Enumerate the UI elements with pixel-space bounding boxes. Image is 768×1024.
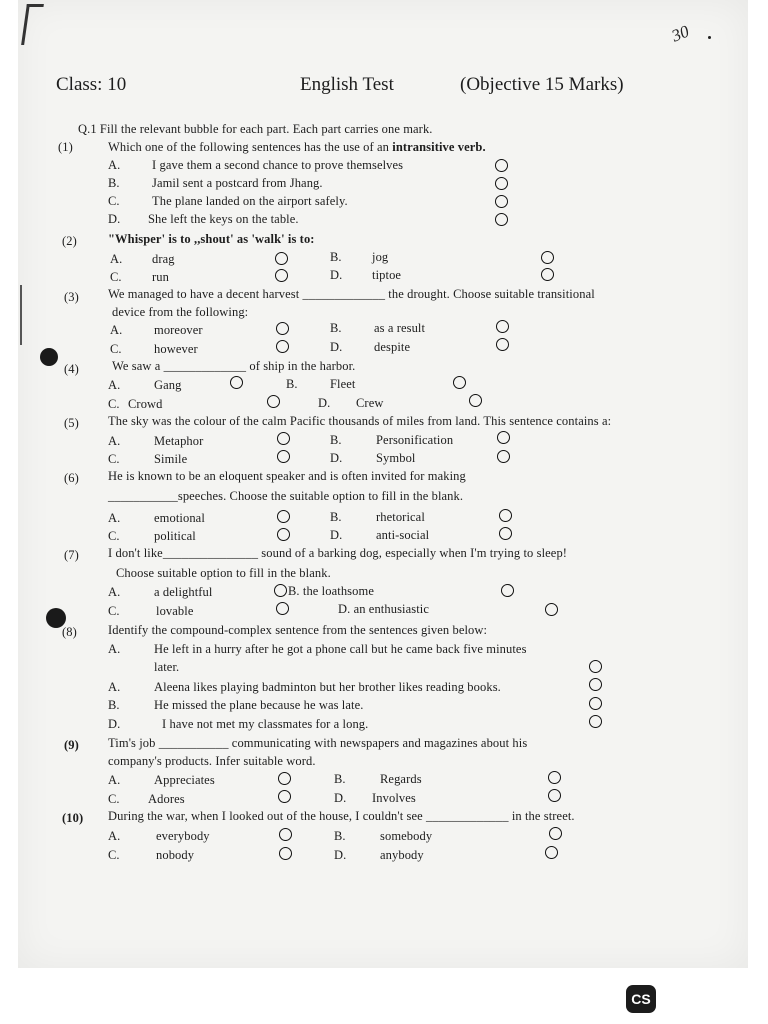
option-text: nobody bbox=[156, 848, 195, 862]
answer-bubble[interactable] bbox=[279, 828, 292, 841]
answer-bubble[interactable] bbox=[277, 450, 290, 463]
answer-bubble[interactable] bbox=[276, 602, 289, 615]
option-text: jog bbox=[372, 250, 389, 264]
question-stem: Which one of the following sentences has the use of an intransitive verb. bbox=[108, 140, 486, 154]
option-text: Personification bbox=[376, 433, 454, 447]
option-letter: C. bbox=[108, 452, 120, 466]
option-letter: A. bbox=[108, 434, 121, 448]
option-text: moreover bbox=[154, 323, 203, 337]
option-letter: B. bbox=[108, 698, 120, 712]
question-stem: I don't like_______________ sound of a barking dog, especially when I'm trying to sleep! bbox=[108, 546, 568, 560]
question-number: (3) bbox=[64, 290, 79, 304]
option-text: He left in a hurry after he got a phone call but he came back five minutes bbox=[154, 642, 527, 656]
option-text: somebody bbox=[380, 829, 433, 843]
test-title: English Test bbox=[300, 74, 394, 95]
option-text: Crew bbox=[356, 396, 384, 410]
answer-bubble[interactable] bbox=[278, 772, 291, 785]
option-text: She left the keys on the table. bbox=[148, 212, 299, 226]
option-text: B. the loathsome bbox=[288, 584, 374, 598]
option-letter: D. bbox=[330, 528, 343, 542]
option-letter: D. bbox=[334, 791, 347, 805]
score-dot bbox=[708, 36, 711, 39]
option-letter: A. bbox=[108, 773, 121, 787]
answer-bubble[interactable] bbox=[589, 678, 602, 691]
option-text: political bbox=[154, 529, 196, 543]
ink-blot bbox=[40, 348, 58, 366]
question-number: (6) bbox=[64, 471, 79, 485]
question-number: (2) bbox=[62, 234, 77, 248]
option-text: tiptoe bbox=[372, 268, 402, 282]
option-text: anybody bbox=[380, 848, 424, 862]
answer-bubble[interactable] bbox=[496, 338, 509, 351]
option-text: Symbol bbox=[376, 451, 416, 465]
option-text: rhetorical bbox=[376, 510, 425, 524]
option-text: Gang bbox=[154, 378, 182, 392]
answer-bubble[interactable] bbox=[277, 528, 290, 541]
answer-bubble[interactable] bbox=[279, 847, 292, 860]
question-number: (8) bbox=[62, 625, 77, 639]
option-letter: D. bbox=[330, 451, 343, 465]
option-letter: A. bbox=[108, 585, 121, 599]
question-stem: "Whisper' is to ,,shout' as 'walk' is to: bbox=[108, 232, 315, 246]
question-number: (5) bbox=[64, 416, 79, 430]
question-stem: We managed to have a decent harvest _____________ the drought. Choose suitable transitional bbox=[108, 287, 595, 301]
answer-bubble[interactable] bbox=[275, 252, 288, 265]
option-text: everybody bbox=[156, 829, 210, 843]
option-letter: B. bbox=[286, 377, 298, 391]
answer-bubble[interactable] bbox=[499, 509, 512, 522]
option-text: anti-social bbox=[376, 528, 430, 542]
option-text: Fleet bbox=[330, 377, 356, 391]
option-text: I gave them a second chance to prove themselves bbox=[152, 158, 404, 172]
option-text: emotional bbox=[154, 511, 205, 525]
margin-scratch bbox=[20, 285, 22, 345]
option-letter: B. bbox=[330, 433, 342, 447]
answer-bubble[interactable] bbox=[501, 584, 514, 597]
answer-bubble[interactable] bbox=[276, 340, 289, 353]
option-text: however bbox=[154, 342, 198, 356]
option-text: Adores bbox=[148, 792, 185, 806]
option-letter: A. bbox=[108, 511, 121, 525]
option-letter: A. bbox=[108, 829, 121, 843]
option-letter: A. bbox=[108, 378, 121, 392]
answer-bubble[interactable] bbox=[495, 195, 508, 208]
option-letter: D. bbox=[108, 212, 121, 226]
option-letter: D. bbox=[318, 396, 331, 410]
option-letter: B. bbox=[108, 176, 120, 190]
option-text: drag bbox=[152, 252, 175, 266]
answer-bubble[interactable] bbox=[589, 697, 602, 710]
option-letter: D. bbox=[334, 848, 347, 862]
answer-bubble[interactable] bbox=[278, 790, 291, 803]
option-letter: A. bbox=[110, 323, 123, 337]
answer-bubble[interactable] bbox=[495, 159, 508, 172]
option-text: Jamil sent a postcard from Jhang. bbox=[152, 176, 323, 190]
option-text: Regards bbox=[380, 772, 422, 786]
option-letter: D. bbox=[108, 717, 121, 731]
question-number: (7) bbox=[64, 548, 79, 562]
option-letter: C. bbox=[108, 848, 120, 862]
option-text: D. an enthusiastic bbox=[338, 602, 430, 616]
question-number: (10) bbox=[62, 811, 84, 825]
question-number: (4) bbox=[64, 362, 79, 376]
option-letter: A. bbox=[108, 158, 121, 172]
answer-bubble[interactable] bbox=[495, 213, 508, 226]
answer-bubble[interactable] bbox=[497, 431, 510, 444]
camscanner-logo: CS bbox=[626, 985, 656, 1013]
option-text: despite bbox=[374, 340, 411, 354]
class-label: Class: 10 bbox=[56, 74, 127, 95]
option-text: Metaphor bbox=[154, 434, 204, 448]
answer-bubble[interactable] bbox=[230, 376, 243, 389]
option-letter: D. bbox=[330, 268, 343, 282]
option-text-continued: later. bbox=[154, 660, 180, 674]
option-text: Aleena likes playing badminton but her brother likes reading books. bbox=[154, 680, 501, 694]
answer-bubble[interactable] bbox=[277, 510, 290, 523]
answer-bubble[interactable] bbox=[541, 251, 554, 264]
answer-bubble[interactable] bbox=[276, 322, 289, 335]
question-number: (1) bbox=[58, 140, 73, 154]
option-text: I have not met my classmates for a long. bbox=[162, 717, 369, 731]
option-text: as a result bbox=[374, 321, 426, 335]
answer-bubble[interactable] bbox=[548, 771, 561, 784]
answer-bubble[interactable] bbox=[497, 450, 510, 463]
answer-bubble[interactable] bbox=[495, 177, 508, 190]
score-mark: 30 bbox=[668, 21, 692, 46]
option-text: Appreciates bbox=[154, 773, 215, 787]
option-text: lovable bbox=[156, 604, 194, 618]
answer-bubble[interactable] bbox=[469, 394, 482, 407]
option-text: He missed the plane because he was late. bbox=[154, 698, 364, 712]
answer-bubble[interactable] bbox=[277, 432, 290, 445]
option-letter: C. bbox=[110, 270, 122, 284]
answer-bubble[interactable] bbox=[275, 269, 288, 282]
option-letter: A. bbox=[108, 680, 121, 694]
option-letter: D. bbox=[330, 340, 343, 354]
option-letter: B. bbox=[334, 772, 346, 786]
question-stem: Identify the compound-complex sentence from the sentences given below: bbox=[108, 623, 488, 637]
answer-bubble[interactable] bbox=[541, 268, 554, 281]
answer-bubble[interactable] bbox=[267, 395, 280, 408]
option-letter: B. bbox=[334, 829, 346, 843]
option-letter: C. bbox=[108, 604, 120, 618]
question-stem: We saw a _____________ of ship in the harbor. bbox=[112, 359, 356, 373]
question-stem-continued: company's products. Infer suitable word. bbox=[108, 754, 316, 768]
option-text: Involves bbox=[372, 791, 416, 805]
question-stem: He is known to be an eloquent speaker and is often invited for making bbox=[108, 469, 466, 483]
option-letter: C. bbox=[108, 194, 120, 208]
answer-bubble[interactable] bbox=[548, 789, 561, 802]
answer-bubble[interactable] bbox=[274, 584, 287, 597]
option-letter: A. bbox=[108, 642, 121, 656]
option-letter: B. bbox=[330, 321, 342, 335]
option-text: Simile bbox=[154, 452, 188, 466]
question-stem-continued: ___________speeches. Choose the suitable option to fill in the blank. bbox=[108, 489, 464, 503]
option-letter: C. bbox=[108, 792, 120, 806]
option-letter: C. bbox=[108, 529, 120, 543]
question-number: (9) bbox=[64, 738, 79, 752]
answer-bubble[interactable] bbox=[453, 376, 466, 389]
question-stem: Tim's job ___________ communicating with newspapers and magazines about his bbox=[108, 736, 528, 750]
option-text: a delightful bbox=[154, 585, 213, 599]
option-letter: B. bbox=[330, 250, 342, 264]
answer-bubble[interactable] bbox=[589, 715, 602, 728]
option-letter: C. bbox=[110, 342, 122, 356]
question-stem-continued: device from the following: bbox=[112, 305, 249, 319]
instruction-text: Q.1 Fill the relevant bubble for each part. Each part carries one mark. bbox=[78, 122, 433, 136]
answer-bubble[interactable] bbox=[545, 846, 558, 859]
answer-bubble[interactable] bbox=[499, 527, 512, 540]
question-stem: The sky was the colour of the calm Pacific thousands of miles from land. This sentence contains a: bbox=[108, 414, 612, 428]
answer-bubble[interactable] bbox=[545, 603, 558, 616]
option-text: The plane landed on the airport safely. bbox=[152, 194, 348, 208]
option-letter: A. bbox=[110, 252, 123, 266]
answer-bubble[interactable] bbox=[549, 827, 562, 840]
option-letter: C. bbox=[108, 397, 120, 411]
answer-bubble[interactable] bbox=[589, 660, 602, 673]
marks-label: (Objective 15 Marks) bbox=[460, 74, 624, 95]
question-stem-continued: Choose suitable option to fill in the blank. bbox=[116, 566, 331, 580]
answer-bubble[interactable] bbox=[496, 320, 509, 333]
option-letter: B. bbox=[330, 510, 342, 524]
option-text: run bbox=[152, 270, 169, 284]
option-text: Crowd bbox=[128, 397, 163, 411]
question-stem: During the war, when I looked out of the house, I couldn't see _____________ in the street. bbox=[108, 809, 575, 823]
